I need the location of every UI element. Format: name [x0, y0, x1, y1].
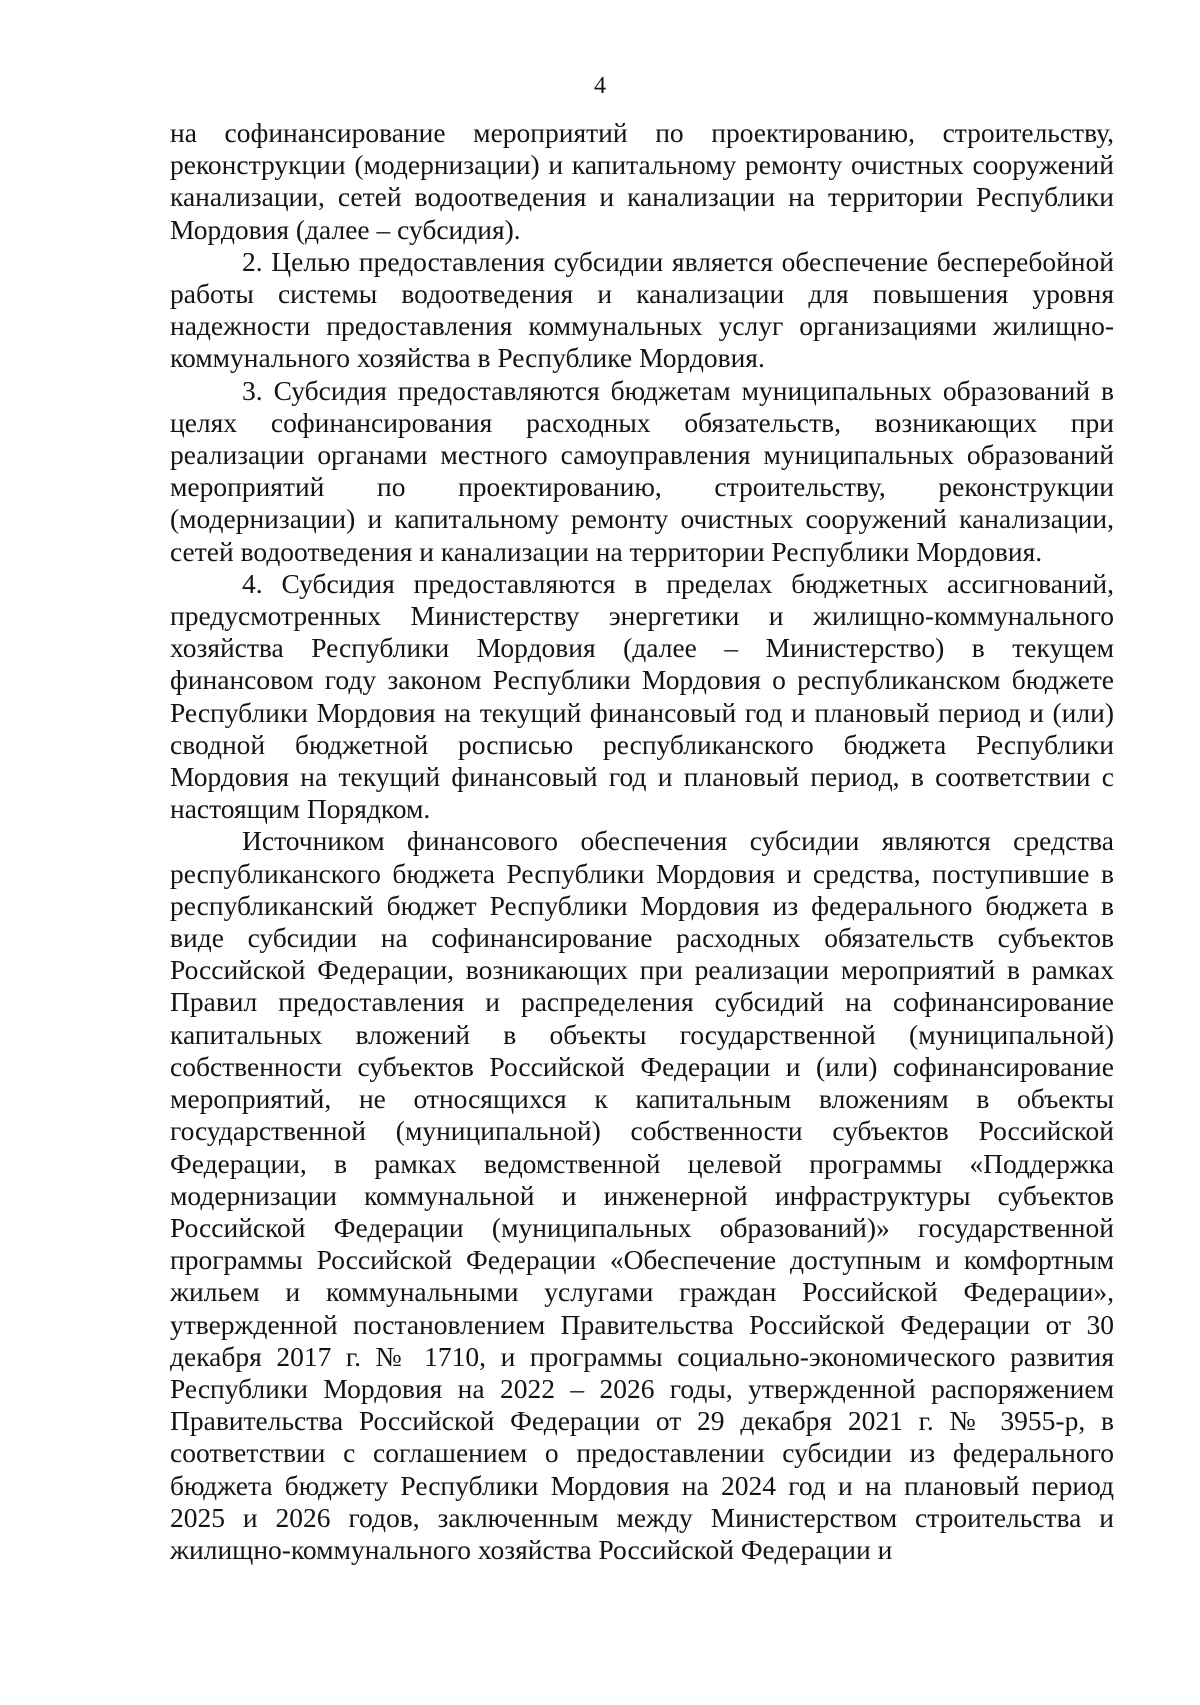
- page-number: 4: [594, 73, 606, 99]
- paragraph-1: на софинансирование мероприятий по проектированию, строительству, реконструкции (модернизации) и капитальному ремонту очистных сооружений канализации, сетей водоотведения и канализации на территории Республики Мордовия (далее – субсидия).: [170, 117, 1114, 245]
- paragraph-3: 3. Субсидия предоставляются бюджетам муниципальных образований в целях софинансирования расходных обязательств, возникающих при реализации органами местного самоуправления муниципальных образований мероприятий по проектированию, строительству, реконструкции (модернизации) и капитальному ремонту очистных сооружений канализации, сетей водоотведения и канализации на территории Республики Мордовия.: [170, 374, 1114, 567]
- document-body: [170, 117, 1114, 1566]
- paragraph-2: 2. Целью предоставления субсидии является обеспечение бесперебойной работы системы водоотведения и канализации для повышения уровня надежности предоставления коммунальных услуг организациями жилищно-коммунального хозяйства в Республике Мордовия.: [170, 245, 1114, 374]
- paragraph-5: Источником финансового обеспечения субсидии являются средства республиканского бюджета Республики Мордовия и средства, поступившие в республиканский бюджет Республики Мордовия из федерального бюджета в виде субсидии на софинансирование расходных обязательств субъектов Российской Федерации, возникающих при реализации мероприятий в рамках Правил предоставления и распределения субсидий на софинансирование капитальных вложений в объекты государственной (муниципальной) собственности субъектов Российской Федерации и (или) софинансирование мероприятий, не относящихся к капитальным вложениям в объекты государственной (муниципальной) собственности субъектов Российской Федерации, в рамках ведомственной целевой программы «Поддержка модернизации коммунальной и инженерной инфраструктуры субъектов Российской Федерации (муниципальных образований)» государственной программы Российской Федерации «Обеспечение доступным и комфортным жильем и коммунальными услугами граждан Российской Федерации», утвержденной постановлением Правительства Российской Федерации от 30 декабря 2017 г. № 1710, и программы социально-экономического развития Республики Мордовия на 2022 – 2026 годы, утвержденной распоряжением Правительства Российской Федерации от 29 декабря 2021 г. № 3955-р, в соответствии с соглашением о предоставлении субсидии из федерального бюджета бюджету Республики Мордовия на 2024 год и на плановый период 2025 и 2026 годов, заключенным между Министерством строительства и жилищно-коммунального хозяйства Российской Федерации и: [170, 825, 1114, 1565]
- paragraph-4: 4. Субсидия предоставляются в пределах бюджетных ассигнований, предусмотренных Министерству энергетики и жилищно-коммунального хозяйства Республики Мордовия (далее – Министерство) в текущем финансовом году законом Республики Мордовия о республиканском бюджете Республики Мордовия на текущий финансовый год и плановый период и (или) сводной бюджетной росписью республиканского бюджета Республики Мордовия на текущий финансовый год и плановый период, в соответствии с настоящим Порядком.: [170, 567, 1114, 825]
